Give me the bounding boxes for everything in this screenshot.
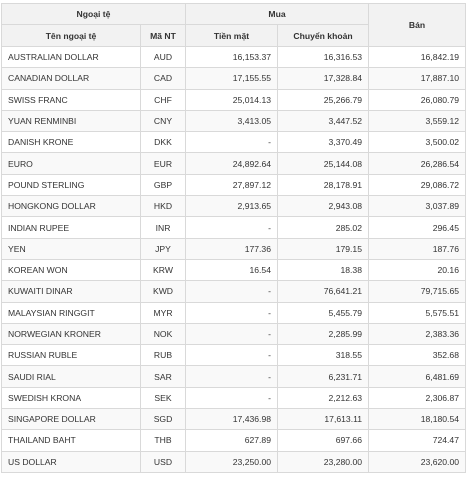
sell-rate-cell: 187.76 — [369, 238, 466, 259]
header-row-group — [2, 4, 466, 25]
sell-rate-cell: 6,481.69 — [369, 366, 466, 387]
cash-buy-cell: - — [186, 217, 278, 238]
cash-buy-cell: - — [186, 345, 278, 366]
sell-rate-cell: 16,842.19 — [369, 47, 466, 68]
table-row — [2, 259, 466, 280]
cash-buy-cell: - — [186, 366, 278, 387]
currency-name-cell: HONGKONG DOLLAR — [2, 196, 141, 217]
exchange-rate-table — [1, 3, 466, 473]
transfer-buy-cell: 18.38 — [278, 259, 369, 280]
transfer-buy-cell: 697.66 — [278, 430, 369, 451]
header-cash: Tiền mặt — [186, 25, 278, 47]
currency-code-cell: CHF — [141, 89, 186, 110]
cash-buy-cell: 17,436.98 — [186, 409, 278, 430]
cash-buy-cell: 24,892.64 — [186, 153, 278, 174]
cash-buy-cell: 3,413.05 — [186, 110, 278, 131]
cash-buy-cell: 16,153.37 — [186, 47, 278, 68]
table-body — [2, 47, 466, 473]
transfer-buy-cell: 23,280.00 — [278, 451, 369, 472]
table-row — [2, 89, 466, 110]
currency-code-cell: MYR — [141, 302, 186, 323]
currency-code-cell: AUD — [141, 47, 186, 68]
table-row — [2, 281, 466, 302]
sell-rate-cell: 5,575.51 — [369, 302, 466, 323]
cash-buy-cell: - — [186, 387, 278, 408]
sell-rate-cell: 3,559.12 — [369, 110, 466, 131]
table-row — [2, 68, 466, 89]
sell-rate-cell: 23,620.00 — [369, 451, 466, 472]
table-header — [2, 4, 466, 47]
header-currency-name: Tên ngoại tệ — [2, 25, 141, 47]
currency-name-cell: SINGAPORE DOLLAR — [2, 409, 141, 430]
sell-rate-cell: 352.68 — [369, 345, 466, 366]
currency-name-cell: KUWAITI DINAR — [2, 281, 141, 302]
transfer-buy-cell: 318.55 — [278, 345, 369, 366]
cash-buy-cell: 27,897.12 — [186, 174, 278, 195]
sell-rate-cell: 79,715.65 — [369, 281, 466, 302]
currency-code-cell: DKK — [141, 132, 186, 153]
currency-code-cell: CAD — [141, 68, 186, 89]
table-row — [2, 110, 466, 131]
table-row — [2, 451, 466, 472]
table-row — [2, 47, 466, 68]
currency-code-cell: USD — [141, 451, 186, 472]
table-row — [2, 366, 466, 387]
currency-code-cell: SGD — [141, 409, 186, 430]
table-row — [2, 217, 466, 238]
sell-rate-cell: 296.45 — [369, 217, 466, 238]
transfer-buy-cell: 76,641.21 — [278, 281, 369, 302]
table-row — [2, 345, 466, 366]
table-row — [2, 430, 466, 451]
header-transfer: Chuyển khoản — [278, 25, 369, 47]
currency-name-cell: RUSSIAN RUBLE — [2, 345, 141, 366]
currency-name-cell: SWISS FRANC — [2, 89, 141, 110]
currency-name-cell: POUND STERLING — [2, 174, 141, 195]
sell-rate-cell: 3,500.02 — [369, 132, 466, 153]
sell-rate-cell: 3,037.89 — [369, 196, 466, 217]
currency-name-cell: SWEDISH KRONA — [2, 387, 141, 408]
currency-name-cell: EURO — [2, 153, 141, 174]
header-sell: Bán — [369, 4, 466, 47]
sell-rate-cell: 17,887.10 — [369, 68, 466, 89]
sell-rate-cell: 29,086.72 — [369, 174, 466, 195]
header-foreign-currency: Ngoại tệ — [2, 4, 186, 25]
currency-name-cell: US DOLLAR — [2, 451, 141, 472]
sell-rate-cell: 26,286.54 — [369, 153, 466, 174]
cash-buy-cell: - — [186, 281, 278, 302]
transfer-buy-cell: 285.02 — [278, 217, 369, 238]
currency-code-cell: HKD — [141, 196, 186, 217]
cash-buy-cell: 627.89 — [186, 430, 278, 451]
cash-buy-cell: - — [186, 323, 278, 344]
currency-code-cell: KRW — [141, 259, 186, 280]
sell-rate-cell: 20.16 — [369, 259, 466, 280]
transfer-buy-cell: 25,144.08 — [278, 153, 369, 174]
table-row — [2, 238, 466, 259]
currency-name-cell: SAUDI RIAL — [2, 366, 141, 387]
table-row — [2, 387, 466, 408]
currency-code-cell: THB — [141, 430, 186, 451]
transfer-buy-cell: 17,328.84 — [278, 68, 369, 89]
currency-code-cell: SEK — [141, 387, 186, 408]
table-row — [2, 174, 466, 195]
cash-buy-cell: 16.54 — [186, 259, 278, 280]
table-row — [2, 302, 466, 323]
currency-code-cell: GBP — [141, 174, 186, 195]
currency-name-cell: YUAN RENMINBI — [2, 110, 141, 131]
currency-name-cell: KOREAN WON — [2, 259, 141, 280]
sell-rate-cell: 18,180.54 — [369, 409, 466, 430]
currency-name-cell: NORWEGIAN KRONER — [2, 323, 141, 344]
currency-code-cell: INR — [141, 217, 186, 238]
currency-name-cell: INDIAN RUPEE — [2, 217, 141, 238]
currency-name-cell: AUSTRALIAN DOLLAR — [2, 47, 141, 68]
header-currency-code: Mã NT — [141, 25, 186, 47]
header-buy: Mua — [186, 4, 369, 25]
transfer-buy-cell: 179.15 — [278, 238, 369, 259]
currency-code-cell: SAR — [141, 366, 186, 387]
currency-code-cell: NOK — [141, 323, 186, 344]
currency-name-cell: THAILAND BAHT — [2, 430, 141, 451]
transfer-buy-cell: 6,231.71 — [278, 366, 369, 387]
transfer-buy-cell: 16,316.53 — [278, 47, 369, 68]
transfer-buy-cell: 2,943.08 — [278, 196, 369, 217]
cash-buy-cell: 2,913.65 — [186, 196, 278, 217]
transfer-buy-cell: 3,447.52 — [278, 110, 369, 131]
sell-rate-cell: 26,080.79 — [369, 89, 466, 110]
table-row — [2, 196, 466, 217]
transfer-buy-cell: 3,370.49 — [278, 132, 369, 153]
cash-buy-cell: - — [186, 132, 278, 153]
transfer-buy-cell: 2,212.63 — [278, 387, 369, 408]
currency-code-cell: CNY — [141, 110, 186, 131]
currency-name-cell: DANISH KRONE — [2, 132, 141, 153]
transfer-buy-cell: 17,613.11 — [278, 409, 369, 430]
sell-rate-cell: 2,383.36 — [369, 323, 466, 344]
transfer-buy-cell: 2,285.99 — [278, 323, 369, 344]
cash-buy-cell: 25,014.13 — [186, 89, 278, 110]
currency-code-cell: KWD — [141, 281, 186, 302]
cash-buy-cell: 23,250.00 — [186, 451, 278, 472]
currency-code-cell: RUB — [141, 345, 186, 366]
transfer-buy-cell: 5,455.79 — [278, 302, 369, 323]
currency-name-cell: CANADIAN DOLLAR — [2, 68, 141, 89]
sell-rate-cell: 2,306.87 — [369, 387, 466, 408]
sell-rate-cell: 724.47 — [369, 430, 466, 451]
currency-name-cell: MALAYSIAN RINGGIT — [2, 302, 141, 323]
table-row — [2, 132, 466, 153]
table-row — [2, 153, 466, 174]
currency-name-cell: YEN — [2, 238, 141, 259]
currency-code-cell: JPY — [141, 238, 186, 259]
cash-buy-cell: 177.36 — [186, 238, 278, 259]
transfer-buy-cell: 28,178.91 — [278, 174, 369, 195]
table-row — [2, 409, 466, 430]
transfer-buy-cell: 25,266.79 — [278, 89, 369, 110]
cash-buy-cell: 17,155.55 — [186, 68, 278, 89]
table-row — [2, 323, 466, 344]
cash-buy-cell: - — [186, 302, 278, 323]
currency-code-cell: EUR — [141, 153, 186, 174]
